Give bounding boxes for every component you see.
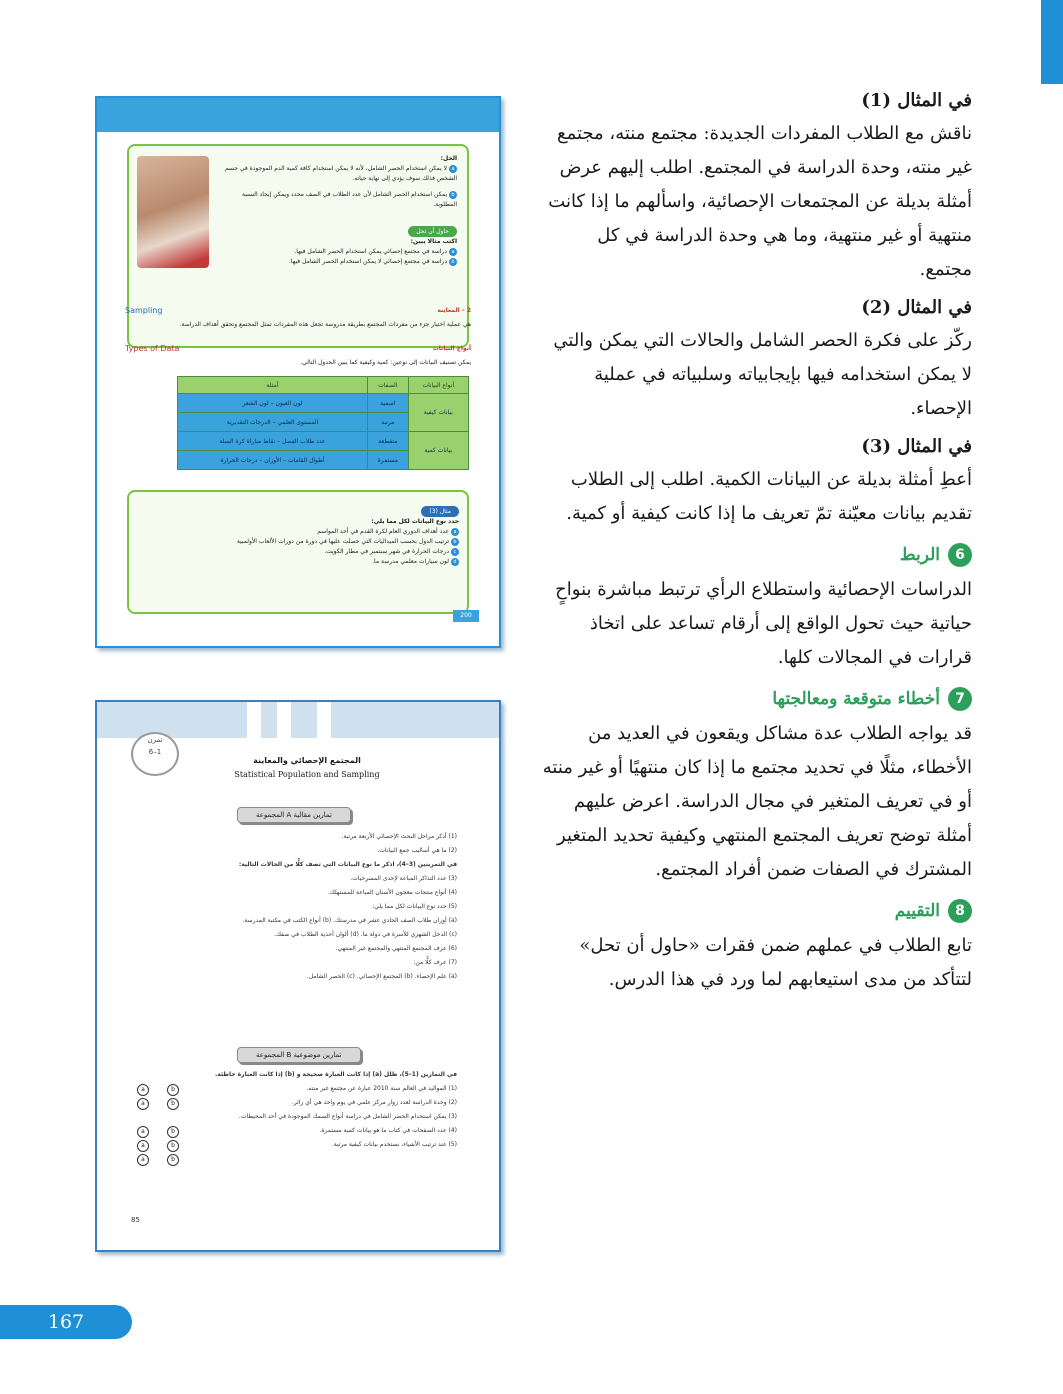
solution-label: الحل: xyxy=(440,155,457,162)
example-3-title: في المثال (3) xyxy=(861,436,972,457)
section-7-text: قد يواجه الطلاب عدة مشاكل ويقعون في العديد من الأخطاء، مثلًا في تحديد مجتمع ما إذا كان منتهيًا أو غير منته أو في تعريف المتغير في مجال الدراسة. اعرض عليهم أمثلة توضح تعريف المجتمع المنتهي وكيفية تحديد المتغير المشترك في الصفات ضمن أفراد المجتمع. xyxy=(542,723,972,880)
option-b: b xyxy=(167,1154,179,1166)
group-cell: بيانات كمية xyxy=(408,432,468,470)
title-ar: المجتمع الإحصائي والمعاينة xyxy=(253,756,361,765)
exercise-line: (3) عدد التذاكر المباعة لإحدى المسرحيات. xyxy=(350,875,457,882)
thumb-page-number: 200 xyxy=(453,610,479,622)
option-b: b xyxy=(167,1084,179,1096)
section-number-badge: 7 xyxy=(948,687,972,711)
page-number: 167 xyxy=(0,1305,132,1339)
try-question: اكتب مثالا يبين: xyxy=(410,238,457,245)
section-number-badge: 6 xyxy=(948,543,972,567)
data-types-table xyxy=(177,376,469,470)
table-cell: أطوال القامات – الأوزان – درجات الحرارة xyxy=(178,451,368,470)
exercise-line: في التمارين (1–5)، ظلل (a) إذا كانت العبارة صحيحة و (b) إذا كانت العبارة خاطئة. xyxy=(214,1071,457,1078)
example-item: aعدد أهداف الدوري العام لكرة القدم في أحد المواسم xyxy=(139,527,459,537)
example-tag: مثال (3) xyxy=(421,506,459,517)
section-number-badge: 8 xyxy=(948,899,972,923)
table-cell: المستوى العلمي – الدرجات التقديرية xyxy=(178,413,368,432)
exercise-line: (4) عدد الصفحات في كتاب ما هو بيانات كمية مستمرة. xyxy=(319,1127,457,1134)
lesson-badge xyxy=(131,732,179,776)
example-1-text: ناقش مع الطلاب المفردات الجديدة: مجتمع منته، مجتمع غير منته، وحدة الدراسة في المجتمع. اطلب إليهم عرض أمثلة بديلة عن المجتمعات الإحصائية، واسألهم ما إذا كانت منتهية أو غير منتهية، وما هي وحدة الدراسة في كل مجتمع. xyxy=(548,123,972,280)
exercise-line: (4) أنواع منتجات معجون الأسنان المباعة للمستهلك. xyxy=(327,889,457,896)
group-cell: بيانات كيفية xyxy=(408,394,468,432)
section-7-heading xyxy=(540,687,972,711)
exercise-line: (2) ما هي أساليب جمع البيانات. xyxy=(377,847,457,854)
table-cell: متقطعة xyxy=(367,432,408,451)
badge-title: تمرن xyxy=(147,736,163,744)
table-cell: لون العيون – لون الشعر xyxy=(178,394,368,413)
thumb-page-number: 85 xyxy=(131,1216,140,1224)
textbook-page-thumbnail-1 xyxy=(95,96,501,648)
solution-b: bيمكن استخدام الحصر الشامل لأن عدد الطلاب في الصف محدد ويمكن إيجاد النسبة المطلوبة. xyxy=(241,191,457,208)
table-cell: مرتبة xyxy=(367,413,408,432)
title-en: Statistical Population and Sampling xyxy=(234,770,380,779)
section-8-text: تابع الطلاب في عملهم ضمن فقرات «حاول أن تحل» لتتأكد من مدى استيعابهم لما ورد في هذا الدرس. xyxy=(579,935,972,990)
try-a: aدراسة في مجتمع إحصائي يمكن استخدام الحصر الشامل فيها. xyxy=(217,247,457,257)
badge-number: 6–1 xyxy=(148,748,162,756)
exercise-line: (1) أذكر مراحل البحث الإحصائي الأربعة مرتبة. xyxy=(341,833,457,840)
exercise-line: (c) الدخل الشهري للأسرة في دولة ما. (d) ألوان أحذية الطلاب في صفك. xyxy=(274,931,457,938)
section-title: الربط xyxy=(899,545,940,565)
example-1-title: في المثال (1) xyxy=(861,90,972,111)
table-row xyxy=(178,394,469,413)
section-6-heading xyxy=(540,543,972,567)
exercise-line: (3) يمكن استخدام الحصر الشامل في دراسة أنواع السمك الموجودة في أحد المحيطات. xyxy=(238,1113,457,1120)
option-a: a xyxy=(137,1126,149,1138)
table-row xyxy=(178,432,469,451)
exercise-line: (7) عرف كلًّا من: xyxy=(413,959,457,966)
exercise-line: (6) عرف المجتمع المنتهي والمجتمع غير المنتهي. xyxy=(335,945,457,952)
section-8-heading xyxy=(540,899,972,923)
types-heading-ar: أنواع البيانات xyxy=(432,345,471,352)
option-a: a xyxy=(137,1140,149,1152)
group-a-exercises xyxy=(137,830,457,984)
exercise-page-title xyxy=(197,754,417,782)
exercise-line: (5) حدد نوع البيانات لكل مما يلي: xyxy=(372,903,457,910)
blood-sample-photo xyxy=(137,156,209,268)
try-b: bدراسة في مجتمع إحصائي لا يمكن استخدام الحصر الشامل فيها. xyxy=(217,257,457,267)
option-b: b xyxy=(167,1140,179,1152)
group-b-tag: المجموعة B تمارين موضوعية xyxy=(237,1047,361,1063)
answer-options xyxy=(137,1084,197,1168)
solution-box xyxy=(127,144,469,348)
table-cell: مستمرة xyxy=(367,451,408,470)
example-2-text: ركّز على فكرة الحصر الشامل والحالات التي يمكن والتي لا يمكن استخدامه فيها بإيجابياته وسلبياته في عملية الإحصاء. xyxy=(553,330,972,419)
example-item: cدرجات الحرارة في شهر سبتمبر في مطار الكويت. xyxy=(139,547,459,557)
textbook-page-thumbnail-2 xyxy=(95,700,501,1252)
sampling-text: هي عملية اختيار جزء من مفردات المجتمع بطريقة مدروسة تجعل هذه المفردات تمثل المجتمع وتحقق أهداف الدراسة. xyxy=(179,321,471,328)
option-b: b xyxy=(167,1098,179,1110)
table-header: أنواع البيانات xyxy=(408,377,468,394)
types-heading-en: Types of Data xyxy=(125,344,180,353)
table-header: أمثلة xyxy=(178,377,368,394)
exercise-line: (a) علم الإحصاء. (b) المجتمع الإحصائي. (c) الحصر الشامل. xyxy=(306,973,457,980)
exercise-line: (a) أوزان طلاب الصف الحادي عشر في مدرستك. (b) أنواع الكتب في مكتبة المدرسة. xyxy=(242,917,457,924)
option-a: a xyxy=(137,1098,149,1110)
exercise-line: (1) المواليد في العالم سنة 2010 عبارة عن مجتمع غير منته. xyxy=(306,1085,457,1092)
teacher-guide-column xyxy=(540,86,972,1007)
corner-tab xyxy=(1041,0,1063,84)
option-b: b xyxy=(167,1126,179,1138)
example-item: bترتيب الدول بحسب الميداليات التي حصلت عليها في دورة من دورات الألعاب الأولمبية xyxy=(139,537,459,547)
table-header: الصفات xyxy=(367,377,408,394)
exercise-line: (2) وحدة الدراسة لعدد زوار مركز علمي في يوم واحد هي أي زائر. xyxy=(291,1099,457,1106)
table-cell: عدد طلاب الفصل – نقاط مباراة كرة السلة xyxy=(178,432,368,451)
header-band xyxy=(97,98,499,132)
option-a: a xyxy=(137,1084,149,1096)
option-a: a xyxy=(137,1154,149,1166)
section-title: أخطاء متوقعة ومعالجتها xyxy=(772,689,940,709)
example-box xyxy=(127,490,469,614)
sampling-heading-en: Sampling xyxy=(125,306,163,315)
section-6-text: الدراسات الإحصائية واستطلاع الرأي ترتبط مباشرة بنواحٍ حياتية حيث تحول الواقع إلى أرقام تساعد على اتخاذ قرارات في المجالات كلها. xyxy=(555,579,972,668)
example-item: dلون سيارات معلمي مدرسة ما. xyxy=(139,557,459,567)
exercise-line: (5) عند ترتيب الأشياء، نستخدم بيانات كيفية مرتبة. xyxy=(331,1141,457,1148)
types-text: يمكن تصنيف البيانات إلى نوعين: كمية وكيفية كما يبين الجدول التالي. xyxy=(300,359,471,366)
exercise-line: في التمرينين (3–4)، اذكر ما نوع البيانات التي تصف كلًّا من الحالات التالية: xyxy=(238,861,457,868)
sampling-heading-ar: 2 – المعاينة xyxy=(437,307,471,314)
solution-a: aلا يمكن استخدام الحصر الشامل، لأنه لا يمكن استخدام كافة كمية الدم الموجودة في جسم الشخص فذلك سوف يؤدي إلى نهاية حياته. xyxy=(224,165,457,182)
table-cell: اسمية xyxy=(367,394,408,413)
try-it-tag: حاول أن تحل xyxy=(408,226,457,237)
example-question: حدد نوع البيانات لكل مما يلي: xyxy=(371,518,459,525)
example-2-title: في المثال (2) xyxy=(861,297,972,318)
example-3-text: أعطِ أمثلة بديلة عن البيانات الكمية. اطلب إلى الطلاب تقديم بيانات معيّنة تمّ تعريف ما إذا كانت كيفية أو كمية. xyxy=(566,469,972,524)
section-title: التقييم xyxy=(894,901,940,921)
group-a-tag: المجموعة A تمارين مقالية xyxy=(237,807,351,823)
